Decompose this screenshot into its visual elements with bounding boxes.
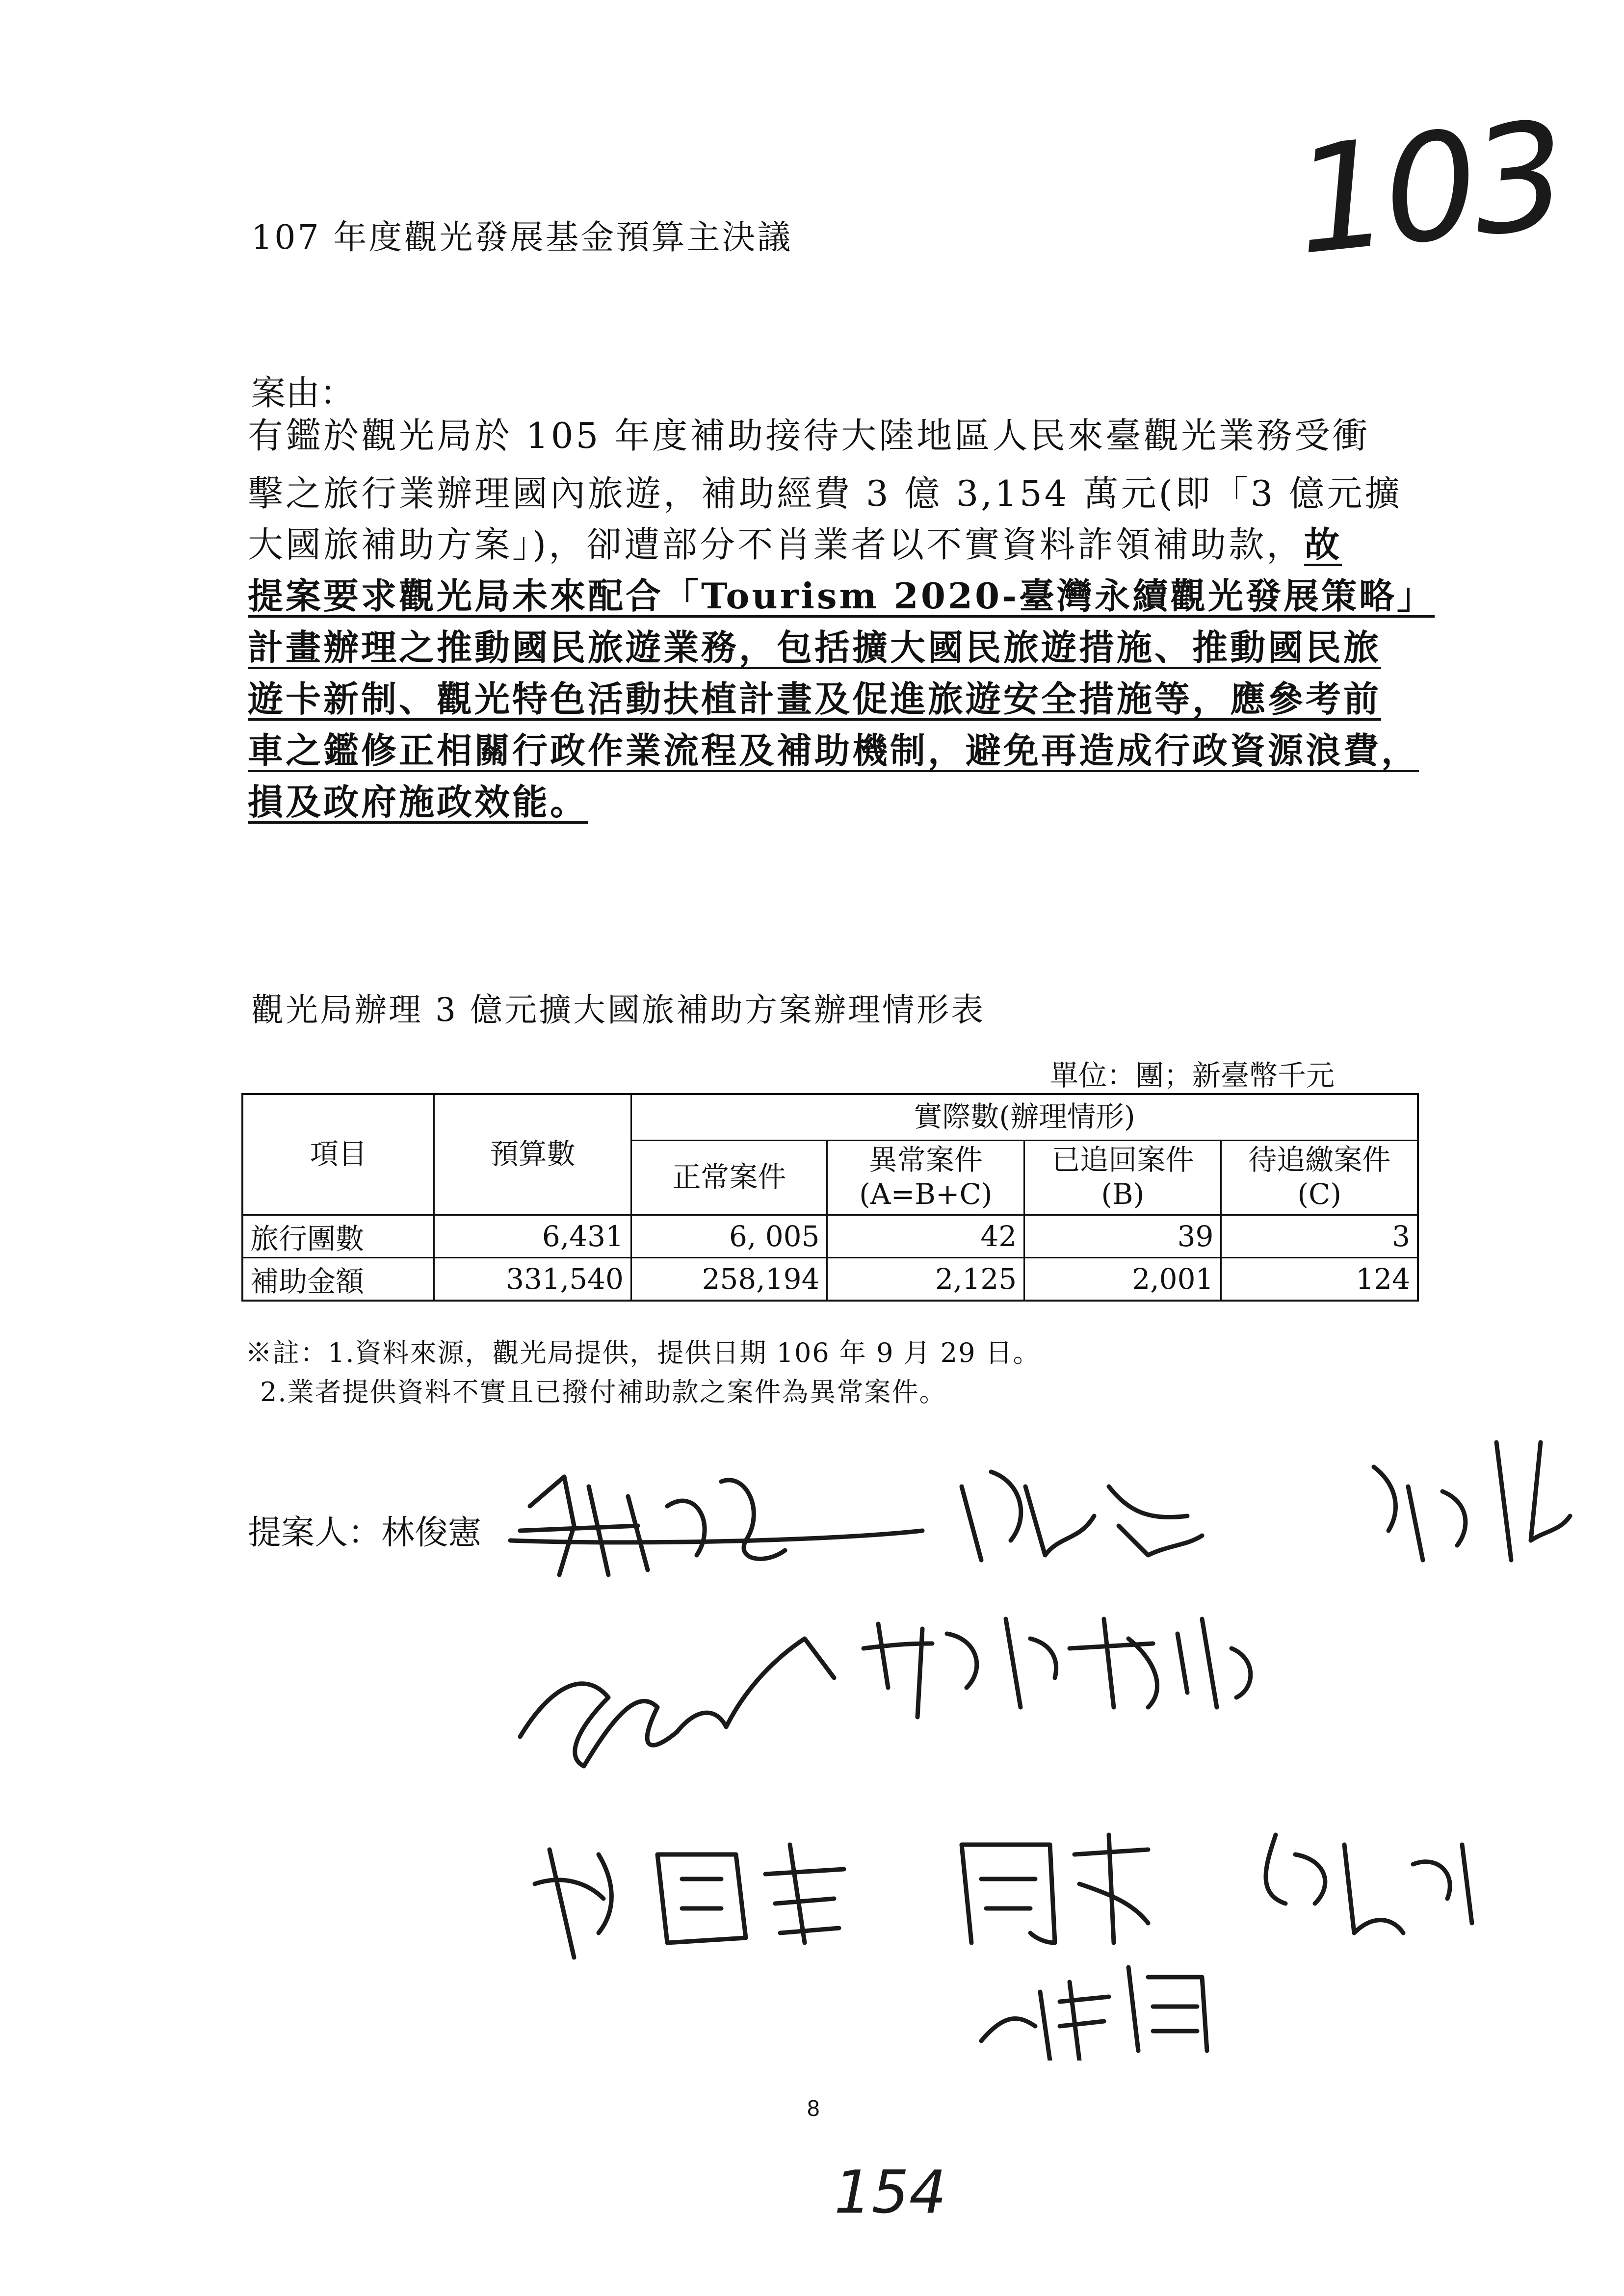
reason-label: 案由：: [251, 373, 354, 413]
table-row: [242, 1215, 1418, 1257]
body-line-6: 遊卡新制、觀光特色活動扶植計畫及促進旅遊安全措施等，應參考前: [248, 678, 1382, 720]
row-budget: 331,540: [434, 1257, 631, 1301]
subheader-normal: 正常案件: [631, 1140, 827, 1215]
signature-5: [864, 1619, 1251, 1717]
row-normal: 6, 005: [631, 1215, 827, 1257]
document-title: 107 年度觀光發展基金預算主決議: [251, 218, 793, 257]
subheader-abnormal: 異常案件 (A=B+C): [827, 1140, 1024, 1215]
row-normal: 258,194: [631, 1257, 827, 1301]
page-number: 8: [807, 2095, 820, 2121]
body-line-1: 有鑑於觀光局於 105 年度補助接待大陸地區人民來臺觀光業務受衝: [248, 415, 1370, 456]
handwritten-signatures: [491, 1413, 1624, 2061]
unit-label: 單位：團；新臺幣千元: [1050, 1059, 1335, 1092]
body-line-3: 大國旅補助方案」)，卻遭部分不肖業者以不實資料詐領補助款，故: [248, 523, 1342, 565]
signature-7: [962, 1835, 1148, 1943]
handwritten-footer-number: 154: [834, 2159, 947, 2227]
handwritten-page-number: 103: [1287, 89, 1570, 288]
signature-6: [535, 1845, 844, 1957]
row-item: 補助金額: [242, 1257, 434, 1301]
signature-8: [1266, 1835, 1472, 1933]
table-title: 觀光局辦理 3 億元擴大國旅補助方案辦理情形表: [251, 991, 985, 1029]
subheader-pending: 待追繳案件 (C): [1221, 1140, 1418, 1215]
subheader-recovered: 已追回案件 (B): [1024, 1140, 1221, 1215]
budget-table: [241, 1093, 1419, 1302]
note-1: ※註：1.資料來源，觀光局提供，提供日期 106 年 9 月 29 日。: [245, 1337, 1041, 1368]
row-item: 旅行團數: [242, 1215, 434, 1257]
row-recovered: 2,001: [1024, 1257, 1221, 1301]
proposer-label: 提案人：林俊憲: [248, 1513, 482, 1552]
row-recovered: 39: [1024, 1215, 1221, 1257]
row-abnormal: 2,125: [827, 1257, 1024, 1301]
body-line-5: 計畫辦理之推動國民旅遊業務，包括擴大國民旅遊措施、推動國民旅: [248, 626, 1382, 668]
signature-4: [520, 1639, 834, 1766]
signature-1: [510, 1477, 922, 1575]
row-abnormal: 42: [827, 1215, 1024, 1257]
header-actual: 實際數(辦理情形): [631, 1094, 1418, 1140]
header-item: 項目: [242, 1094, 434, 1215]
body-line-8: 損及政府施政效能。: [248, 781, 588, 823]
row-pending: 124: [1221, 1257, 1418, 1301]
signature-2: [962, 1472, 1202, 1560]
header-budget: 預算數: [434, 1094, 631, 1215]
body-line-4: 提案要求觀光局未來配合「Tourism 2020-臺灣永續觀光發展策略」: [248, 575, 1435, 617]
row-budget: 6,431: [434, 1215, 631, 1257]
row-pending: 3: [1221, 1215, 1418, 1257]
body-line-2: 擊之旅行業辦理國內旅遊，補助經費 3 億 3,154 萬元(即「3 億元擴: [248, 473, 1403, 514]
table-row: [242, 1257, 1418, 1301]
signature-3: [1374, 1442, 1570, 1560]
signature-9: [981, 1967, 1207, 2061]
body-line-7: 車之鑑修正相關行政作業流程及補助機制，避免再造成行政資源浪費，: [248, 730, 1419, 771]
note-2: 2.業者提供資料不實且已撥付補助款之案件為異常案件。: [260, 1377, 947, 1408]
